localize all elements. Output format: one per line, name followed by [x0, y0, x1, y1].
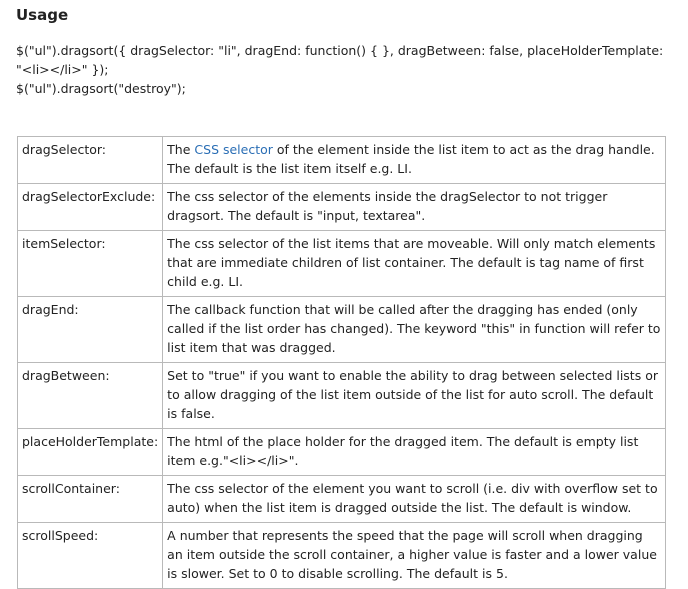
option-name: placeHolderTemplate:	[18, 429, 163, 476]
table-row	[18, 297, 666, 363]
option-description: The html of the place holder for the dragged item. The default is empty list item e.g."<li></li>".	[163, 429, 666, 476]
section-heading: Usage	[16, 6, 69, 24]
option-description: The css selector of the elements inside the dragSelector to not trigger dragsort. The default is "input, textarea".	[163, 184, 666, 231]
option-description: The css selector of the list items that are moveable. Will only match elements that are immediate children of list container. The default is tag name of first child e.g. LI.	[163, 231, 666, 297]
code-line: "<li></li>" });	[16, 62, 109, 77]
table-row	[18, 523, 666, 589]
option-name: dragEnd:	[18, 297, 163, 363]
table-row	[18, 231, 666, 297]
option-name: scrollContainer:	[18, 476, 163, 523]
options-table	[17, 136, 666, 589]
code-line: $("ul").dragsort({ dragSelector: "li", dragEnd: function() { }, dragBetween: false, placeHolderTemplate:	[16, 43, 664, 58]
description-text: The	[167, 142, 195, 157]
table-row	[18, 137, 666, 184]
option-name: dragBetween:	[18, 363, 163, 429]
option-description: The css selector of the element you want to scroll (i.e. div with overflow set to auto) when the list item is dragged outside the list. The default is window.	[163, 476, 666, 523]
option-name: dragSelector:	[18, 137, 163, 184]
option-description: Set to "true" if you want to enable the ability to drag between selected lists or to allow dragging of the list item outside of the list for auto scroll. The default is false.	[163, 363, 666, 429]
code-example	[16, 41, 664, 98]
code-line: $("ul").dragsort("destroy");	[16, 81, 186, 96]
table-row	[18, 184, 666, 231]
table-row	[18, 363, 666, 429]
description-text: of the element inside the list item to act as the drag handle. The default is the list item itself e.g. LI.	[167, 142, 655, 176]
option-description	[163, 137, 666, 184]
option-description: A number that represents the speed that the page will scroll when dragging an item outside the scroll container, a higher value is faster and a lower value is slower. Set to 0 to disable scrolling. The default is 5.	[163, 523, 666, 589]
option-name: dragSelectorExclude:	[18, 184, 163, 231]
table-row	[18, 476, 666, 523]
option-name: itemSelector:	[18, 231, 163, 297]
option-description: The callback function that will be called after the dragging has ended (only called if the list order has changed). The keyword "this" in function will refer to list item that was dragged.	[163, 297, 666, 363]
table-row	[18, 429, 666, 476]
css-selector-link[interactable]: CSS selector	[194, 142, 273, 157]
option-name: scrollSpeed:	[18, 523, 163, 589]
